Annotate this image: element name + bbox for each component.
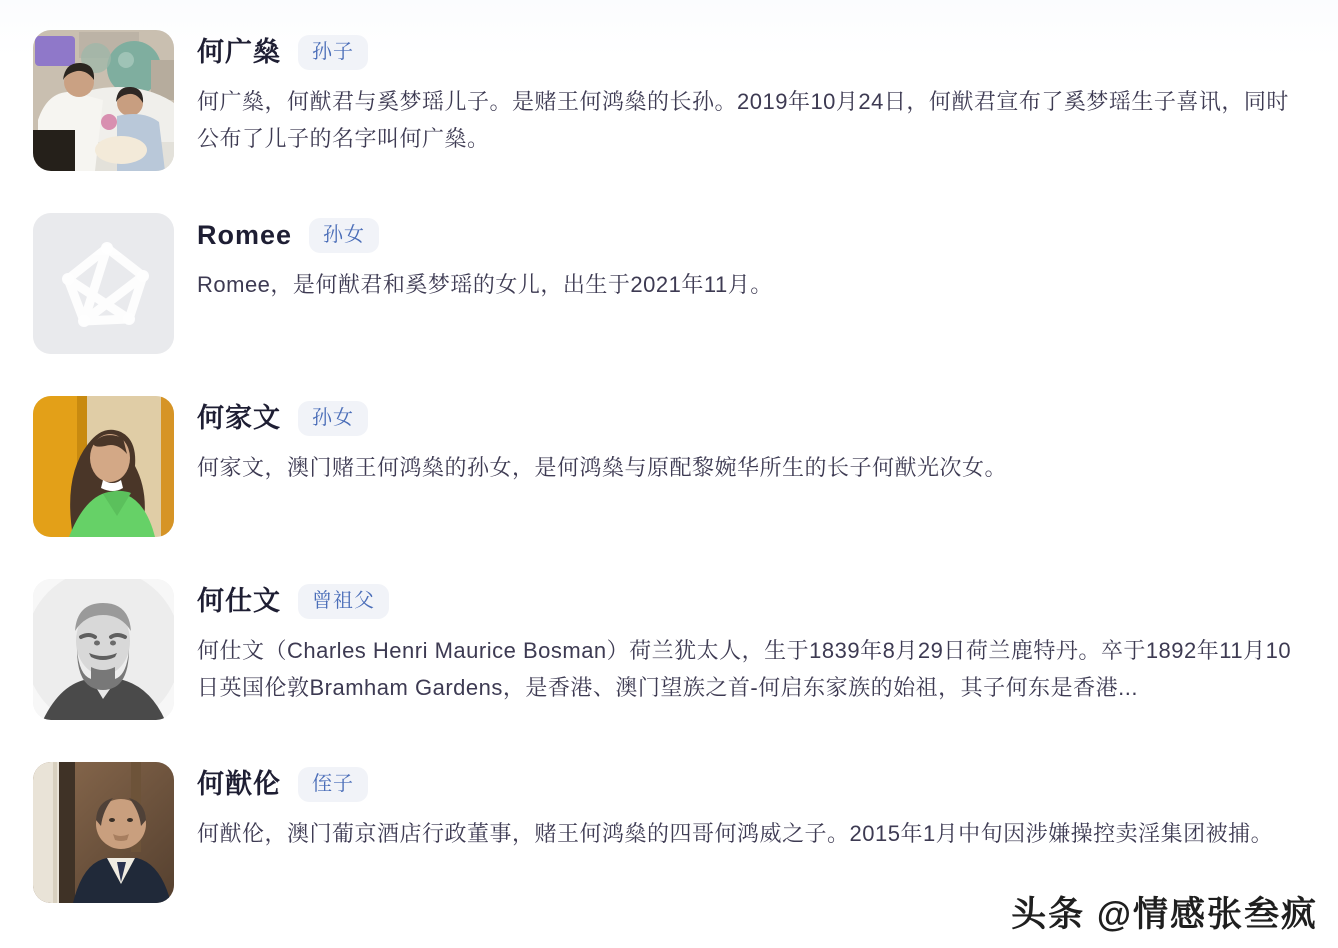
relation-badge: 孙女 bbox=[309, 218, 379, 253]
person-name: Romee bbox=[197, 220, 293, 250]
toutiao-watermark: 头条 @情感张叁疯 bbox=[1011, 895, 1318, 934]
person-name: 何家文 bbox=[197, 403, 281, 433]
relation-badge: 曾祖父 bbox=[298, 584, 389, 619]
person-card[interactable] bbox=[33, 579, 1308, 720]
person-card[interactable] bbox=[33, 762, 1308, 903]
avatar-woman-green-dress-photo[interactable] bbox=[33, 396, 174, 537]
person-description: Romee，是何猷君和奚梦瑶的女儿，出生于2021年11月。 bbox=[197, 272, 773, 297]
person-info bbox=[197, 213, 1307, 303]
avatar-man-dark-suit-photo[interactable] bbox=[33, 762, 174, 903]
pentagon-placeholder-icon[interactable] bbox=[33, 213, 174, 354]
person-name: 何仕文 bbox=[197, 586, 281, 616]
person-name: 何广燊 bbox=[197, 37, 281, 67]
person-card[interactable] bbox=[33, 213, 1308, 354]
avatar-hospital-family-photo[interactable] bbox=[33, 30, 174, 171]
person-info bbox=[197, 762, 1307, 852]
person-description: 何猷伦，澳门葡京酒店行政董事，赌王何鸿燊的四哥何鸿威之子。2015年1月中旬因涉嫌操控卖淫集团被捕。 bbox=[197, 821, 1274, 846]
person-name: 何猷伦 bbox=[197, 769, 281, 799]
person-info bbox=[197, 579, 1307, 706]
person-description: 何家文，澳门赌王何鸿燊的孙女，是何鸿燊与原配黎婉华所生的长子何猷光次女。 bbox=[197, 455, 1008, 480]
relation-badge: 侄子 bbox=[298, 767, 368, 802]
person-description: 何广燊，何猷君与奚梦瑶儿子。是赌王何鸿燊的长孙。2019年10月24日，何猷君宣布了奚梦瑶生子喜讯，同时公布了儿子的名字叫何广燊。 bbox=[197, 89, 1289, 151]
avatar-bw-bearded-man-portrait[interactable] bbox=[33, 579, 174, 720]
relation-badge: 孙子 bbox=[298, 35, 368, 70]
person-info bbox=[197, 30, 1307, 157]
relation-badge: 孙女 bbox=[298, 401, 368, 436]
person-description: 何仕文（Charles Henri Maurice Bosman）荷兰犹太人，生于1839年8月29日荷兰鹿特丹。卒于1892年11月10日英国伦敦Bramham Gardens，是香港、澳门望族之首-何启东家族的始祖，其子何东是香港... bbox=[197, 638, 1292, 700]
person-card[interactable] bbox=[33, 396, 1308, 537]
person-card[interactable] bbox=[33, 30, 1308, 171]
person-info bbox=[197, 396, 1307, 486]
